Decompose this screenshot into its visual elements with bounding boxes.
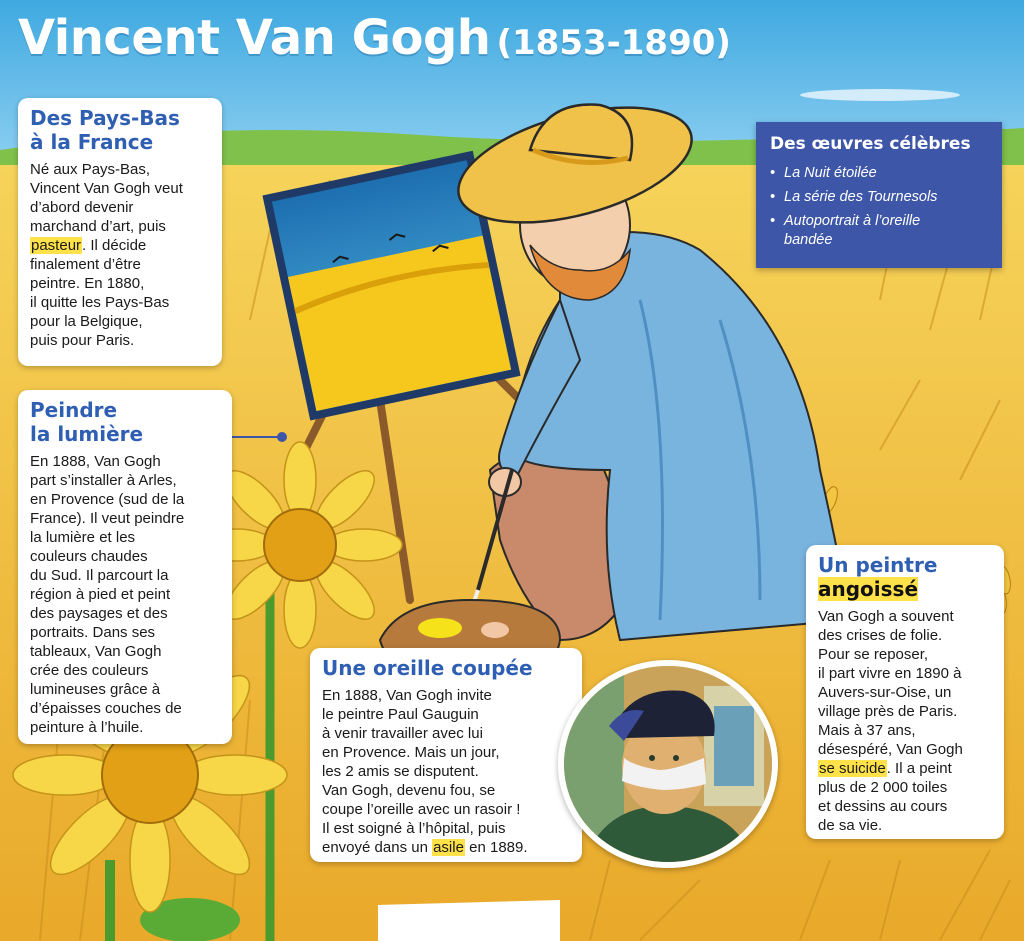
section-heading <box>818 553 992 601</box>
text-line: en Provence (sud de la <box>30 491 185 508</box>
text-line: En 1888, Van Gogh invite <box>322 687 492 704</box>
text-line <box>30 236 210 255</box>
text-line: Pour se reposer, <box>818 646 929 663</box>
connector-dot <box>277 432 287 442</box>
text-fragment: envoyé dans un <box>322 839 433 856</box>
cloud <box>800 89 960 101</box>
text-line: peinture à l’huile. <box>30 719 144 736</box>
text-line: peintre. En 1880, <box>30 275 145 292</box>
text-line: plus de 2 000 toiles <box>818 779 948 796</box>
self-portrait-bandaged-ear-image <box>558 660 778 868</box>
text-line: des crises de folie. <box>818 627 943 644</box>
title-name: Vincent Van Gogh <box>18 10 491 66</box>
section-body <box>322 686 570 857</box>
text-line: Vincent Van Gogh veut <box>30 180 183 197</box>
title-years: (1853-1890) <box>496 23 731 63</box>
text-line <box>322 838 570 857</box>
text-line: puis pour Paris. <box>30 332 135 349</box>
text-line: il quitte les Pays-Bas <box>30 294 170 311</box>
text-line: et dessins au cours <box>818 798 948 815</box>
portrait-painting <box>564 666 772 862</box>
text-fragment: en 1889. <box>464 839 528 856</box>
famous-work-item <box>770 212 988 250</box>
text-line: portraits. Dans ses <box>30 624 156 641</box>
text-line: couleurs chaudes <box>30 548 148 565</box>
highlighted-word: asile <box>433 839 464 856</box>
heading-line: Un peintre <box>818 553 938 577</box>
text-line: en Provence. Mais un jour, <box>322 744 500 761</box>
page-title <box>18 10 731 66</box>
text-line: Né aux Pays-Bas, <box>30 161 151 178</box>
text-line: région à pied et peint <box>30 586 171 603</box>
section-paint-the-light <box>18 390 232 744</box>
text-line: tableaux, Van Gogh <box>30 643 162 660</box>
highlighted-heading: angoissé <box>818 577 919 601</box>
text-line: pour la Belgique, <box>30 313 143 330</box>
text-line: du Sud. Il parcourt la <box>30 567 169 584</box>
text-line: Mais à 37 ans, <box>818 722 916 739</box>
text-line: d’abord devenir <box>30 199 134 216</box>
highlighted-word: se suicide <box>819 760 886 777</box>
text-line: finalement d’être <box>30 256 141 273</box>
section-body <box>30 160 210 350</box>
section-cut-ear <box>310 648 582 862</box>
bottom-strip <box>378 900 560 941</box>
heading-line: à la France <box>30 130 154 154</box>
text-line: village près de Paris. <box>818 703 958 720</box>
famous-works-list <box>770 164 988 250</box>
famous-work-item-line: bandée <box>784 232 833 248</box>
text-line: marchand d’art, puis <box>30 218 166 235</box>
famous-work-item: • La Nuit étoilée <box>770 164 988 183</box>
text-line <box>818 759 992 778</box>
text-line: les 2 amis se disputent. <box>322 763 479 780</box>
text-line: France). Il veut peindre <box>30 510 185 527</box>
heading-line: Peindre <box>30 398 118 422</box>
text-fragment: . Il a peint <box>886 760 952 777</box>
text-line: Il est soigné à l’hôpital, puis <box>322 820 506 837</box>
text-line: le peintre Paul Gauguin <box>322 706 479 723</box>
text-line: Van Gogh, devenu fou, se <box>322 782 496 799</box>
heading-line: la lumière <box>30 422 144 446</box>
text-line: En 1888, Van Gogh <box>30 453 161 470</box>
text-line: à venir travailler avec lui <box>322 725 483 742</box>
section-heading <box>30 106 210 154</box>
text-line: coupe l’oreille avec un rasoir ! <box>322 801 521 818</box>
famous-work-item-line: Autoportrait à l’oreille <box>784 213 921 229</box>
section-heading: Une oreille coupée <box>322 656 533 680</box>
text-line: il part vivre en 1890 à <box>818 665 962 682</box>
highlighted-word: pasteur <box>31 237 82 254</box>
section-heading <box>30 398 220 446</box>
text-line: lumineuses grâce à <box>30 681 161 698</box>
text-line: des paysages et des <box>30 605 168 622</box>
text-line: part s’installer à Arles, <box>30 472 177 489</box>
famous-work-item: • La série des Tournesols <box>770 188 988 207</box>
text-line: Auvers-sur-Oise, un <box>818 684 952 701</box>
section-netherlands-to-france <box>18 98 222 366</box>
famous-works-heading: Des œuvres célèbres <box>770 134 971 154</box>
text-fragment: . Il décide <box>82 237 147 254</box>
heading-line: Des Pays-Bas <box>30 106 180 130</box>
section-anguished-painter <box>806 545 1004 839</box>
famous-works-box <box>756 122 1002 268</box>
text-line: la lumière et les <box>30 529 136 546</box>
text-line: désespéré, Van Gogh <box>818 741 963 758</box>
text-line: de sa vie. <box>818 817 883 834</box>
text-line: d’épaisses couches de <box>30 700 182 717</box>
section-body <box>818 607 992 835</box>
section-body <box>30 452 220 737</box>
text-line: Van Gogh a souvent <box>818 608 954 625</box>
text-line: crée des couleurs <box>30 662 149 679</box>
